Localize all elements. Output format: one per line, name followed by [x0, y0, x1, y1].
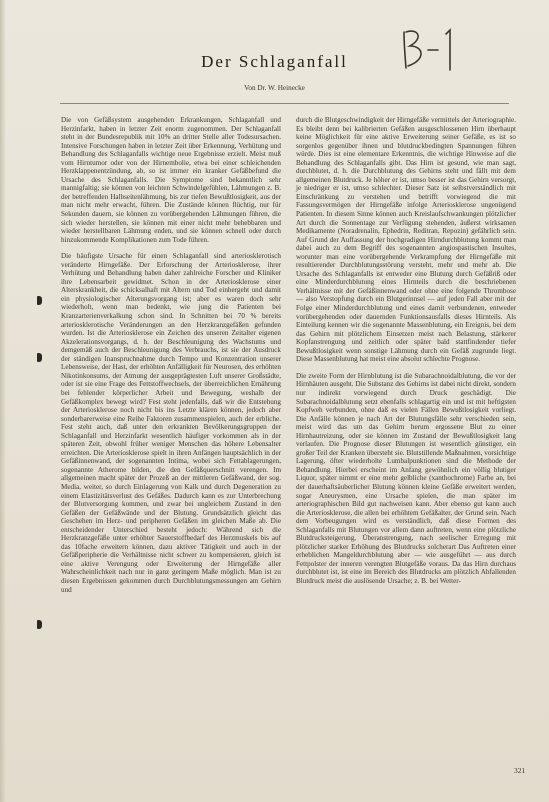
page-number: 321: [514, 766, 526, 775]
binder-hole-mark: [37, 620, 42, 629]
article-title: Der Schlaganfall: [201, 52, 348, 71]
article-author: Von Dr. W. Heinecke: [244, 84, 305, 92]
page-edge-shadow: [0, 0, 6, 802]
paragraph: Die zweite Form der Hirnblutung ist die Subarachnoidalblutung, die vor der Hirnhäuten ausgeht. Die Substanz des Gehirns ist dabei nicht direkt, sondern nur indirekt vorwiegend durch Druck geschädigt. Die Subarachnoidalblutung setzt ebenfalls schlagartig ein und ist mit heftigsten Kopfweh verbunden, ohne daß es vielen Fällen Bewußtlosigkeit vorliegt. Die Anfälle können je nach Art der Blutungsfälle sehr verschieden sein, meist wird das um das Gehirn herum ergossene Blut zu einer Hirnhautreizung, oder sie können im Zustand der Bewußtlosigkeit lang verlaufen. Die Prognose dieser Blutungen ist wesentlich günstiger, ein großer Teil der Kranken übersteht sie. Blutstillende Maßnahmen, vorsichtige Lagerung, öfter wiederholte Lumbalpunktionen sind die Methode der Behandlung. Hierbei erscheint im Anfang gewöhnlich ein völlig blutiger Liquor, später nimmt er eine mehr gelbliche (xanthochrome) Farbe an, bei der dauerhaftsäuberlicher Blutung können kleine Gefäße erweitert werden, sogar Aneurysmen, eine Ursache spielen, die man später im arteriographischen Bild gut nachweisen kann. Aber ebenso gut kann auch die Arteriosklerose, die allen bei erhöhtem Gefäßalter, der Grund sein. Nach dem Vorbeugungen wird es verständlich, daß diese Formen des Schlaganfalls mit Blutungen vor allem dann auftreten, wenn eine plötzliche Blutdrucksteigerung, Überanstrengung, nach seelischer Erregung mit plötzlicher starker Erhöhung des Blutdrucks solcherart Das Auftreten einer erheblichen Mangeldurchblutung aber — wie ausgeführt — aus durch Fettpolster der inneren verengten Blutgefäße voraus. Da das Hirn durchaus durchblutet ist, ist eine im Bereich des Blutdrucks am plötzlich Abfallenden Blutdruck meist die auslösende Ursache; z. B. bei Wetter-: [296, 371, 516, 585]
text-column-right: [296, 116, 516, 586]
paragraph: durch die Blutgeschwindigkeit der Hirngefäße vermittels der Arteriographie. Es bleibt denn bei kalibrierten Gefäßen ausgeschlossenen Hirn überhaupt keine Möglichkeit für eine aktive Erweiterung seiner Gefäße, es ist so sorgenlos gegenüber ihnen und blutdruckbedingten Spannungen führen würde. Dies ist eine elementare Erkenntnis, die wichtige Hinweise auf die Behandlung des Schlaganfalls gibt. Das Hirn ist gesund, wie man sagt, durchblutet, d. h. die Durchblutung des Gehirns steht und fällt mit dem allgemeinen Blutdruck. Je höher er ist, umso besser ist das Gehirn versorgt, je niedriger er ist, umso schlechter. Dieser Satz ist selbstverständlich mit Einschränkung zu verstehen und betrifft vorwiegend die mit Fassungsvermögen der Hirngefäße infolge Arteriosklerose ungenügend Patienten. In diesem Sinne können auch Kreislaufschwankungen plötzlicher Art durch die Sonnentage zur Verfügung stehenden, äußerst wirksamen Medikamente (Noradrenalin, Ephedrin, Reditran, Repozin) gefährlich sein. Auf Grund der Auffassung der hochgradigen Hirndurchblutung kommt man dabei auch zu dem Begriff des sogenannten angiospastischen Insultes, worunter man eine vorübergehende Verkrampfung der Hirngefäße mit resultierender Durchblutungsstörung versteht, mehr und mehr ab. Die Ursache des Schlaganfalls ist entweder eine Blutung durch Gefäßriß oder eine Minderdurchblutung eines Hirnteils durch die beschriebenen Verhältnisse mit der Gefäßinnenwand oder ohne eine folgende Thrombose — also Verstopfung durch ein Blutgerinnsel — auf jeden Fall aber mit der Folge einer Minderdurchblutung und eines damit verbundenen, entweder vorübergehenden oder dauernden Funktionsausfalls dieses Hirnteils. Als Einteilung kennen wir die sogenannte Massenblutung, ein Ereignis, bei dem das Gehirn mit plötzlichem Einsetzen meist nach Belastung, stärkerer Kopfanstrengung und zeitlich oder später bald stattfindender tiefer Bewußtlosigkeit wenn sonstige Lähmung durch ein Gefäß zugrunde liegt. Diese Massenblutung hat meist eine absolut schlechte Prognose.: [296, 116, 516, 364]
paragraph: Die häufigste Ursache für einen Schlaganfall sind arteriosklerotisch veränderte Hirngefäße. Der Erforschung der Arteriosklerose, ihrer Verhütung und Behandlung haben daher zahlreiche Forscher und Kliniker ihre Lebensarbeit gewidmet. Schon in der Arteriosklerose einer Alterskrankheit, die schicksalhaft mit Altern und Tod einhergeht und damit ein physiologischer Alterungsvorgang ist; aber es waren doch sehr wiederholt, wenn man bedenkt, wie jung die Patienten bei Kranzarterienverkalkung schon sind. In Schnitten bei 70 % bereits arteriosklerotische Veränderungen an den Herzkranzgefäßen gefunden wurden. Ist die Arteriosklerose ein Zeichen des unseren Zeitalter eigenen Akzelerationsvorgangs, d. h. der Beschleunigung des Wachstums und demgemäß auch der Beschleunigung des Verbrauchs, ist sie der Ausdruck der ständigen Inanspruchnahme durch Tempo und Konzentration unserer Lebensweise, der Hast, der erhöhten Anfälligkeit für Neurosen, des erhöhten Nikotinkonsums, der Atmung der ausgeprägtesten Luft unserer Großstädte, oder ist sie eine Frage des Fettstoffwechsels, der überreichlichen Ernährung bei fehlender körperlicher Arbeit und Bewegung, weshalb der Gefäßkomplex bewegt wird? Fest steht jedenfalls, daß wir die Entstehung der Arteriosklerose noch nicht bis ins Letzte klären können, jedoch aber sonderbarerweise eine Reihe Faktoren zusammenspielen, auch der erbliche. Fest steht auch, daß unter den erkrankten Bevölkerungsgruppen der Schlaganfall und Herzinfarkt wesentlich häufiger vorkommen als in der späteren Zeit, obwohl früher weniger Menschen das höhere Lebensalter erreichten. Die Arteriosklerose spielt in ihren Anfängen hauptsächlich in der Gefäßinnenwand, der sogenannten Intima, wobei sich Fettablagerungen, sogenannte Atherome bilden, die den Gefäßquerschnitt verengen. Im allgemeinen macht später der Prozeß an der mittleren Gefäßwand, der sog. Media, weiter, so durch Einlagerung von Kalk und durch Degeneration zu einem Elastizitätsverlust des Gefäßes. Dadurch kann es zur Unterbrechung der Blutversorgung kommen, und zwar bei ungleichem Zustand in den Gefäßen der Gefäßwände und der Blutung. Grundsätzlich gleicht das Geschehen im Herz- und peripheren Gefäßen im gleichen Maße ab. Die entscheidender Unterschied besteht jedoch: Während sich die Herzkranzgefäße unter erhöhter Sauerstoffbedarf des Herzmuskels bis auf das 10fache erweitern können, dazu aktiver Tätigkeit und auch in der Gefäßperipherie die Verhältnisse nicht schwer zu kompensieren, gleich ist eine aktive Verengung oder Erweiterung der Hirngefäße aller Wahrscheinlichkeit nach nur in ganz geringem Maße möglich. Man ist zu diesen Ergebnissen gekommen durch Durchblutungsmessungen am Gehirn und: [61, 252, 281, 594]
binder-hole-mark: [37, 296, 42, 305]
paragraph: Die von Gefäßsystem ausgehenden Erkrankungen, Schlaganfall und Herzinfarkt, haben in letzter Zeit enorm zugenommen. Der Schlaganfall steht in der Bundesrepublik mit 10% an dritter Stelle aller Todesursachen. Intensive Forschungen haben in letzter Zeit über Erkennung, Verhütung und Behandlung des Schlaganfalls wichtige neue Ergebnisse erzielt. Meist muß vom Hirntumor oder von der Hirnembolie, etwa bei einer schleichenden Herzklappenentzündung, ab, so ist immer ein kranker Gefäßbefund die Ursache des Schlaganfalls. Die Symptome sind bekanntlich sehr mannigfaltig; sie können von leichten Schwindelgefühlen, Lähmungen z. B. der betreffenden Halbseitenlähmung, bis zur tiefen Bewußtlosigkeit, aus der man nicht mehr erwacht, führen. Die Zustände können flüchtig, nur für Sekunden dauern, sie können zu vorübergehenden Lähmungen führen, die sich wieder herstellen, sie können mit einer nicht mehr behebbaren und wieder herstellbaren Lähmung enden, und sie können schnell oder durch hinzukommende Komplikationen zum Tode führen.: [61, 116, 281, 244]
text-column-left: [61, 116, 281, 594]
binder-hole-mark: [37, 353, 42, 362]
title-divider: [60, 103, 509, 104]
